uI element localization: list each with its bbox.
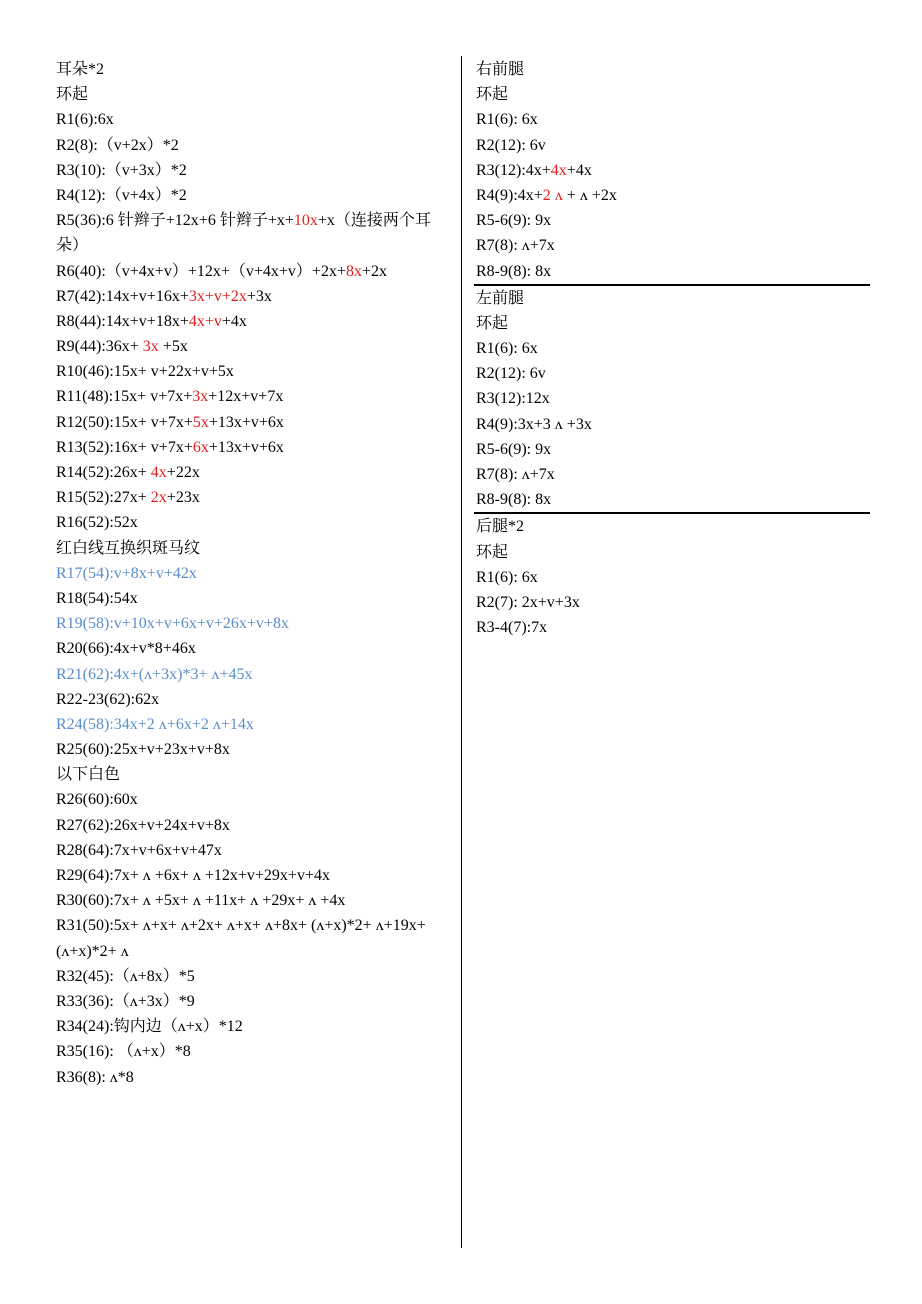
pattern-line: [56, 460, 448, 485]
text-segment: R7(42):14x+v+16x+: [56, 287, 189, 305]
red-text-segment: 3x+v+2x: [188, 287, 247, 305]
text-segment: R32(45):（ʌ+8x）*5: [56, 967, 195, 985]
pattern-line: [56, 586, 448, 611]
pattern-line: [56, 636, 448, 661]
red-text-segment: 6x: [192, 438, 209, 456]
text-segment: +13x+v+6x: [208, 438, 284, 456]
pattern-line: [476, 158, 868, 183]
pattern-line: [476, 412, 868, 437]
text-segment: R5-6(9): 9x: [476, 440, 552, 458]
pattern-line: [476, 487, 868, 512]
text-segment: R36(8): ʌ*8: [56, 1068, 134, 1086]
pattern-line: [56, 133, 448, 158]
text-segment: 红白线互换织斑马纹: [56, 539, 201, 557]
text-segment: R33(36):（ʌ+3x）*9: [56, 993, 195, 1010]
text-segment: 左前腿: [476, 289, 525, 307]
text-segment: +22x: [166, 464, 200, 482]
pattern-line: [476, 82, 868, 107]
text-segment: R14(52):26x+: [56, 464, 151, 482]
text-segment: +3x: [246, 287, 272, 305]
text-segment: R22-23(62):62x: [56, 690, 160, 708]
text-segment: R5-6(9): 9x: [476, 212, 552, 230]
leg-section: [476, 514, 868, 640]
pattern-line: [56, 359, 448, 384]
text-segment: R25(60):25x+v+23x+v+8x: [56, 741, 230, 759]
text-segment: R6(40):（v+4x+v）+12x+（v+4x+v）+2x+: [56, 262, 346, 280]
pattern-line: [476, 183, 868, 208]
red-text-segment: 3x: [192, 388, 209, 406]
pattern-line: [56, 863, 448, 888]
red-text-segment: 10x: [293, 212, 318, 230]
pattern-line: [56, 208, 448, 258]
left-column: [56, 57, 448, 1090]
pattern-line: [476, 208, 868, 233]
pattern-line: [476, 540, 868, 565]
pattern-line: [56, 485, 448, 510]
text-segment: 环起: [476, 543, 509, 561]
text-segment: R16(52):52x: [56, 514, 138, 532]
text-segment: +x（连接两个耳朵）: [56, 212, 431, 255]
pattern-line: [56, 737, 448, 762]
text-segment: R3(12):12x: [476, 390, 550, 408]
text-segment: R1(6): 6x: [476, 568, 538, 586]
pattern-line: [56, 384, 448, 409]
pattern-line: [56, 334, 448, 359]
text-segment: R30(60):7x+ ʌ +5x+ ʌ +11x+ ʌ +29x+ ʌ +4x: [56, 892, 346, 910]
pattern-line: [56, 913, 448, 963]
pattern-line: [56, 1014, 448, 1039]
red-text-segment: 4x: [550, 161, 567, 179]
pattern-line: [56, 1065, 448, 1090]
right-column: [476, 57, 868, 640]
pattern-line: [56, 762, 448, 787]
pattern-line: [476, 133, 868, 158]
text-segment: R13(52):16x+ v+7x+: [56, 438, 193, 456]
pattern-line: [476, 336, 868, 361]
text-segment: R2(12): 6v: [476, 136, 546, 154]
pattern-line: [56, 561, 448, 586]
pattern-line: [56, 82, 448, 107]
pattern-line: [476, 311, 868, 336]
blue-text-segment: R24(58):34x+2 ʌ+6x+2 ʌ+14x: [56, 715, 254, 733]
text-segment: R2(7): 2x+v+3x: [476, 593, 580, 611]
pattern-line: [56, 1039, 448, 1064]
pattern-line: [56, 989, 448, 1014]
pattern-line: [476, 57, 868, 82]
pattern-line: [476, 107, 868, 132]
pattern-line: [476, 386, 868, 411]
pattern-line: [476, 286, 868, 311]
pattern-line: [56, 787, 448, 812]
pattern-line: [56, 838, 448, 863]
pattern-line: [56, 259, 448, 284]
text-segment: R28(64):7x+v+6x+v+47x: [56, 841, 222, 859]
pattern-line: [476, 361, 868, 386]
text-segment: R5(36):6 针辫子+12x+6 针辫子+x+: [56, 212, 294, 230]
pattern-line: [56, 687, 448, 712]
text-segment: R4(9):3x+3 ʌ +3x: [476, 415, 592, 433]
pattern-line: [56, 510, 448, 535]
text-segment: +5x: [158, 338, 188, 356]
pattern-line: [476, 437, 868, 462]
pattern-line: [56, 183, 448, 208]
pattern-line: [476, 233, 868, 258]
column-divider: [461, 56, 462, 1248]
text-segment: + ʌ +2x: [562, 186, 617, 204]
text-segment: R18(54):54x: [56, 589, 138, 607]
pattern-line: [56, 309, 448, 334]
red-text-segment: 2 ʌ: [542, 186, 563, 204]
red-text-segment: 4x: [150, 464, 167, 482]
text-segment: +23x: [166, 489, 200, 507]
red-text-segment: 5x: [192, 413, 209, 431]
pattern-line: [56, 813, 448, 838]
text-segment: +4x: [221, 312, 247, 330]
pattern-line: [56, 888, 448, 913]
text-segment: 环起: [56, 86, 89, 104]
text-segment: 以下白色: [56, 766, 121, 784]
text-segment: R8(44):14x+v+18x+: [56, 312, 189, 330]
pattern-line: [476, 514, 868, 539]
pattern-line: [476, 462, 868, 487]
pattern-line: [476, 615, 868, 640]
text-segment: R4(9):4x+: [476, 186, 543, 204]
red-text-segment: 2x: [150, 489, 167, 507]
pattern-line: [56, 107, 448, 132]
text-segment: +4x: [566, 161, 592, 179]
blue-text-segment: R17(54):v+8x+v+42x: [56, 564, 197, 582]
text-segment: R3(10):（v+3x）*2: [56, 161, 187, 179]
text-segment: R20(66):4x+v*8+46x: [56, 640, 196, 658]
leg-section: [476, 57, 868, 284]
text-segment: R35(16): （ʌ+x）*8: [56, 1043, 191, 1061]
pattern-line: [56, 284, 448, 309]
text-segment: R29(64):7x+ ʌ +6x+ ʌ +12x+v+29x+v+4x: [56, 867, 330, 885]
pattern-line: [56, 662, 448, 687]
text-segment: R12(50):15x+ v+7x+: [56, 413, 193, 431]
text-segment: +12x+v+7x: [208, 388, 284, 406]
text-segment: R1(6):6x: [56, 111, 114, 129]
text-segment: R31(50):5x+ ʌ+x+ ʌ+2x+ ʌ+x+ ʌ+8x+ (ʌ+x)*2+ ʌ+19x+ (ʌ+x)*2+ ʌ: [56, 917, 426, 960]
text-segment: R3(12):4x+: [476, 161, 551, 179]
text-segment: R8-9(8): 8x: [476, 491, 552, 509]
text-segment: R7(8): ʌ+7x: [476, 237, 555, 255]
text-segment: R9(44):36x+: [56, 338, 143, 356]
text-segment: R4(12):（v+4x）*2: [56, 186, 187, 204]
text-segment: R3-4(7):7x: [476, 619, 548, 637]
text-segment: R27(62):26x+v+24x+v+8x: [56, 816, 230, 834]
text-segment: R2(12): 6v: [476, 365, 546, 383]
pattern-line: [56, 611, 448, 636]
text-segment: R2(8):（v+2x）*2: [56, 136, 179, 154]
text-segment: R11(48):15x+ v+7x+: [56, 388, 193, 406]
text-segment: 耳朵*2: [56, 61, 105, 78]
text-segment: 环起: [476, 314, 509, 332]
blue-text-segment: R21(62):4x+(ʌ+3x)*3+ ʌ+45x: [56, 665, 253, 683]
text-segment: R10(46):15x+ v+22x+v+5x: [56, 363, 234, 381]
text-segment: +2x: [361, 262, 387, 280]
text-segment: R26(60):60x: [56, 791, 138, 809]
red-text-segment: 3x: [142, 338, 159, 356]
pattern-line: [476, 590, 868, 615]
pattern-line: [56, 57, 448, 82]
pattern-line: [56, 712, 448, 737]
leg-section: [476, 286, 868, 513]
text-segment: R7(8): ʌ+7x: [476, 466, 555, 483]
text-segment: +13x+v+6x: [208, 413, 284, 431]
pattern-line: [476, 259, 868, 284]
pattern-line: [56, 410, 448, 435]
pattern-line: [56, 964, 448, 989]
text-segment: 环起: [476, 86, 509, 104]
pattern-line: [56, 536, 448, 561]
pattern-line: [56, 435, 448, 460]
text-segment: R8-9(8): 8x: [476, 262, 552, 280]
red-text-segment: 4x+v: [188, 312, 222, 330]
blue-text-segment: R19(58):v+10x+v+6x+v+26x+v+8x: [56, 615, 289, 633]
text-segment: R1(6): 6x: [476, 111, 538, 129]
text-segment: 后腿*2: [476, 518, 525, 536]
text-segment: R15(52):27x+: [56, 489, 151, 507]
text-segment: 右前腿: [476, 61, 525, 78]
red-text-segment: 8x: [345, 262, 362, 280]
text-segment: R34(24):钩内边（ʌ+x）*12: [56, 1018, 243, 1036]
text-segment: R1(6): 6x: [476, 340, 538, 358]
pattern-line: [56, 158, 448, 183]
pattern-line: [476, 565, 868, 590]
